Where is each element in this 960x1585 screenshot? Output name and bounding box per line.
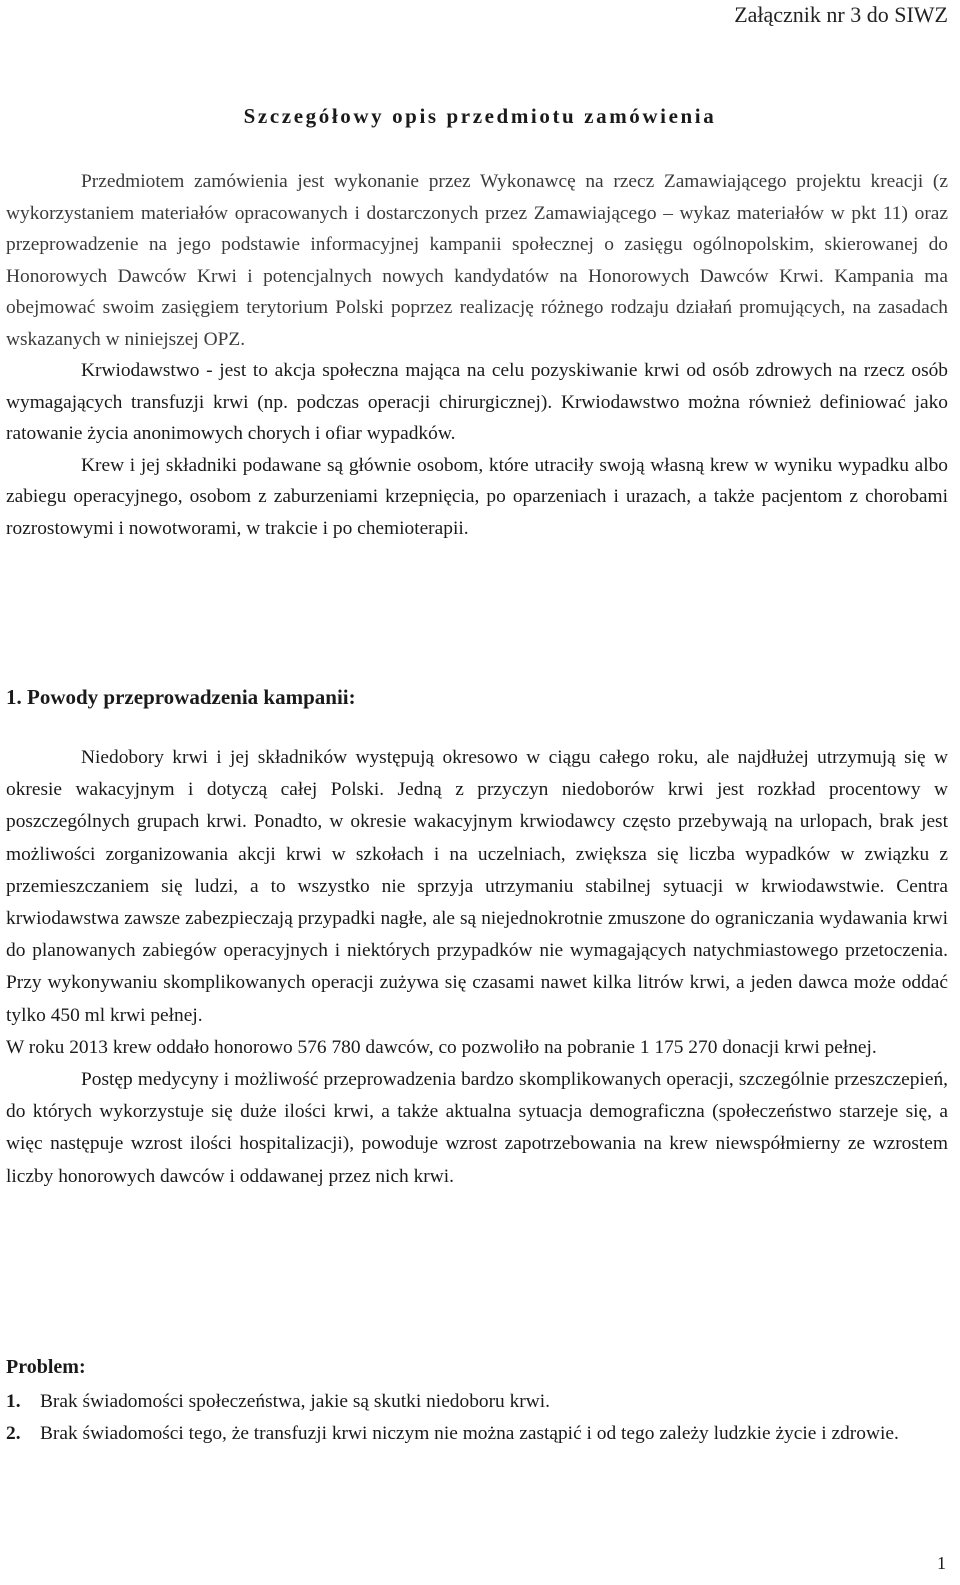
list-item xyxy=(6,1386,948,1418)
section-1-content xyxy=(6,742,948,1193)
intro-paragraph-1: Przedmiotem zamówienia jest wykonanie przez Wykonawcę na rzecz Zamawiającego projektu kreacji (z wykorzystaniem materiałów opracowanych i dostarczonych przez Zamawiającego – wykaz materiałów w pkt 11) oraz przeprowadzenie na jego podstawie informacyjnej kampanii społecznej o zasięgu ogólnopolskim, skierowanej do Honorowych Dawców Krwi i potencjalnych nowych kandydatów na Honorowych Dawców Krwi. Kampania ma obejmować swoim zasięgiem terytorium Polski poprzez realizację różnego rodzaju działań promujących, na zasadach wskazanych w niniejszej OPZ. xyxy=(6,171,948,350)
list-item-number: 2. xyxy=(6,1423,21,1444)
intro-section xyxy=(6,166,948,544)
problem-heading: Problem: xyxy=(6,1356,86,1378)
reasons-paragraph-3: Postęp medycyny i możliwość przeprowadzenia bardzo skomplikowanych operacji, szczególnie przeszczepień, do których wykorzystuje się duże ilości krwi, a także aktualna sytuacja demograficzna (społeczeństwo starzeje się, a więc następuje wzrost ilości hospitalizacji), powoduje wzrost zapotrzebowania na krew niewspółmierny ze wzrostem liczby honorowych dawców i oddawanej przez nich krwi. xyxy=(6,1069,948,1187)
intro-paragraph-2: Krwiodawstwo - jest to akcja społeczna mająca na celu pozyskiwanie krwi od osób zdrowych na rzecz osób wymagających transfuzji krwi (np. podczas operacji chirurgicznej). Krwiodawstwo można również definiować jako ratowanie życia anonimowych chorych i ofiar wypadków. xyxy=(6,360,948,444)
reasons-paragraph-1: Niedobory krwi i jej składników występują okresowo w ciągu całego roku, ale najdłużej utrzymują się w okresie wakacyjnym i dotyczą całej Polski. Jedną z przyczyn niedoborów krwi jest rozkład procentowy w poszczególnych grupach krwi. Ponadto, w okresie wakacyjnym krwiodawcy często przebywają na urlopach, brak jest możliwości zorganizowania akcji krwi w szkołach i na uczelniach, zwiększa się liczba wypadków w związku z przemieszczaniem się ludzi, a to wszystko nie sprzyja utrzymaniu stabilnej sytuacji w krwiodawstwie. Centra krwiodawstwa zawsze zabezpieczają przypadki nagłe, ale są niejednokrotnie zmuszone do ograniczania wydawania krwi do planowanych zabiegów operacyjnych i niektórych przypadków nie wymagających natychmiastowego przetoczenia. Przy wykonywaniu skomplikowanych operacji zużywa się czasami nawet kilka litrów krwi, a jeden dawca może oddać tylko 450 ml krwi pełnej. xyxy=(6,747,948,1026)
list-item-number: 1. xyxy=(6,1391,21,1412)
section-1-heading: 1. Powody przeprowadzenia kampanii: xyxy=(6,685,356,709)
annex-label: Załącznik nr 3 do SIWZ xyxy=(734,2,948,27)
intro-paragraph-3: Krew i jej składniki podawane są głównie osobom, które utraciły swoją własną krew w wyniku wypadku albo zabiegu operacyjnego, osobom z zaburzeniami krzepnięcia, po oparzeniach i urazach, a także pacjentom z chorobami rozrostowymi i nowotworami, w trakcie i po chemioterapii. xyxy=(6,454,948,539)
list-item xyxy=(6,1418,948,1450)
reasons-paragraph-2: W roku 2013 krew oddało honorowo 576 780 dawców, co pozwoliło na pobranie 1 175 270 donacji krwi pełnej. xyxy=(6,1036,877,1058)
list-item-text: Brak świadomości społeczeństwa, jakie są skutki niedoboru krwi. xyxy=(40,1391,550,1412)
document-title: Szczegółowy opis przedmiotu zamówienia xyxy=(243,104,717,128)
page-number: 1 xyxy=(937,1553,946,1573)
list-item-text: Brak świadomości tego, że transfuzji krwi niczym nie można zastąpić i od tego zależy ludzkie życie i zdrowie. xyxy=(40,1423,899,1444)
problem-list xyxy=(6,1386,948,1450)
